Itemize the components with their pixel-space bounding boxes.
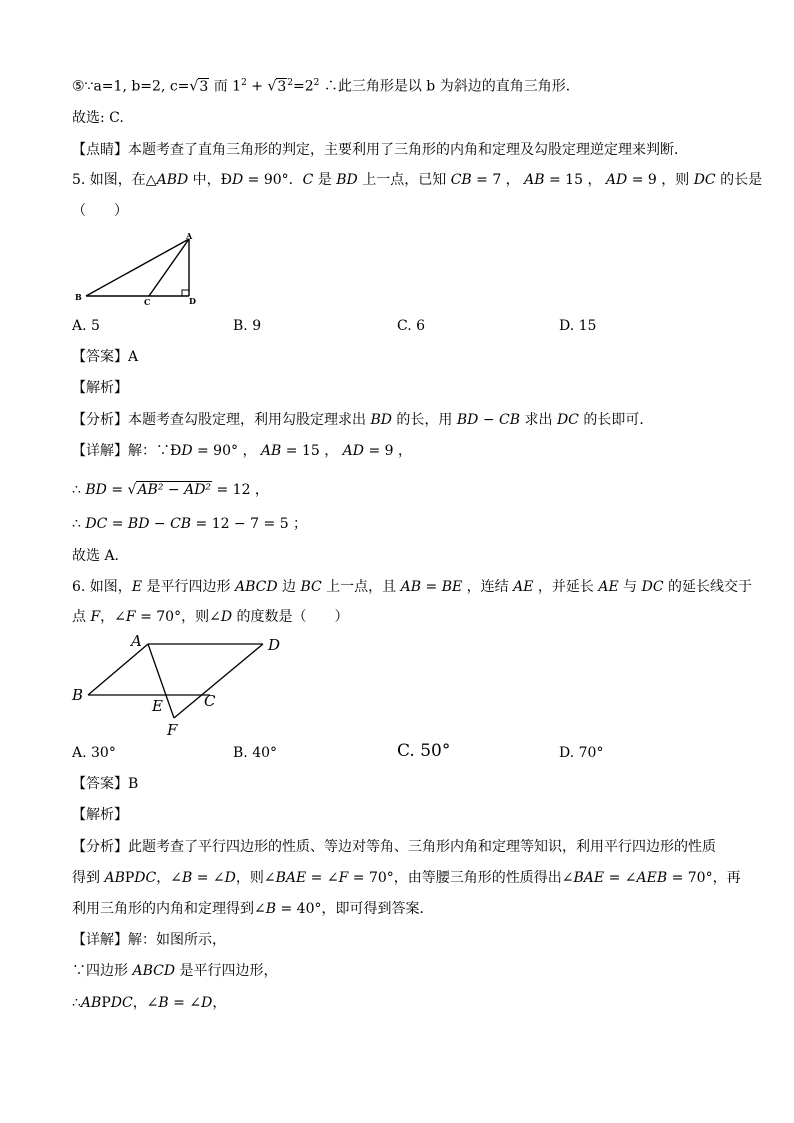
q6-detail: 【详解】解：如图所示，	[72, 932, 226, 948]
q5-answer: 【答案】A	[72, 349, 139, 365]
fig6-label-c: C	[204, 692, 216, 710]
question-6-text-2: 点 F，∠F = 70°，则∠D 的度数是（ ）	[72, 609, 349, 625]
fig6-label-b: B	[72, 686, 84, 704]
q6-jiexi: 【解析】	[72, 807, 128, 823]
q5-step-2: ∴ DC = BD − CB = 12 − 7 = 5 ；	[72, 516, 308, 532]
answer-choice-line: 故选: C.	[72, 110, 124, 126]
q6-option-d: D. 70°	[559, 745, 604, 761]
q5-conclusion: 故选 A．	[72, 548, 129, 564]
figure-q6-parallelogram	[68, 632, 298, 742]
q6-answer: 【答案】B	[72, 776, 139, 792]
fig5-label-d: D	[189, 296, 196, 306]
q5-option-b: B. 9	[233, 318, 262, 334]
q6-detail-3: ∴ABPDC，∠B = ∠D，	[72, 995, 227, 1011]
q5-option-d: D. 15	[559, 318, 597, 334]
fig5-label-c: C	[144, 297, 151, 307]
q5-option-a: A. 5	[72, 318, 100, 334]
q6-analysis-1: 【分析】此题考查了平行四边形的性质、等边对等角、三角形内角和定理等知识，利用平行四边形的性质	[72, 839, 716, 855]
fig5-label-a: A	[186, 231, 193, 241]
question-5-paren: （ ）	[72, 203, 128, 219]
q6-analysis-3: 利用三角形的内角和定理得到∠B = 40°，即可得到答案．	[72, 901, 434, 917]
fig6-label-f: F	[167, 721, 178, 739]
q5-detail: 【详解】解：∵ÐD = 90° ， AB = 15 ， AD = 9 ，	[72, 443, 413, 459]
q6-detail-2: ∵四边形 ABCD 是平行四边形，	[72, 963, 278, 979]
q5-analysis: 【分析】本题考查勾股定理，利用勾股定理求出 BD 的长，用 BD − CB 求出 DC 的长即可．	[72, 412, 654, 428]
question-5-text: 5. 如图，在△ABD 中，ÐD = 90°．C 是 BD 上一点，已知 CB = 7 ， AB = 15 ， AD = 9 ，则 DC 的长是	[72, 172, 763, 188]
q6-option-b: B. 40°	[233, 745, 278, 761]
fig6-label-a: A	[131, 632, 142, 650]
dianjing-line: 【点睛】本题考查了直角三角形的判定，主要利用了三角形的内角和定理及勾股定理逆定理来判断．	[72, 142, 688, 158]
q5-option-c: C. 6	[397, 318, 426, 334]
q6-option-a: A. 30°	[72, 745, 116, 761]
fig6-label-e: E	[152, 697, 163, 715]
fig6-label-d: D	[268, 636, 281, 654]
fig5-label-b: B	[75, 292, 82, 302]
step-5-line: ⑤∵a=1, b=2, c=√3 而 $1^2 + √3^2=2^2$ ∴此三角形是以 b 为斜边的直角三角形．	[72, 78, 580, 95]
q6-analysis-2: 得到 ABPDC，∠B = ∠D，则∠BAE = ∠F = 70°，由等腰三角形的性质得出∠BAE = ∠AEB = 70°，再	[72, 870, 741, 886]
q6-option-c: C. 50°	[397, 741, 451, 761]
figure-q5-triangle	[72, 230, 212, 308]
question-6-text-1: 6. 如图，E 是平行四边形 ABCD 边 BC 上一点，且 AB = BE ，连结 AE ，并延长 AE 与 DC 的延长线交于	[72, 579, 752, 595]
q5-step-1: ∴ BD = √AB² − AD² = 12 ，	[72, 482, 269, 498]
q5-jiexi: 【解析】	[72, 380, 128, 396]
